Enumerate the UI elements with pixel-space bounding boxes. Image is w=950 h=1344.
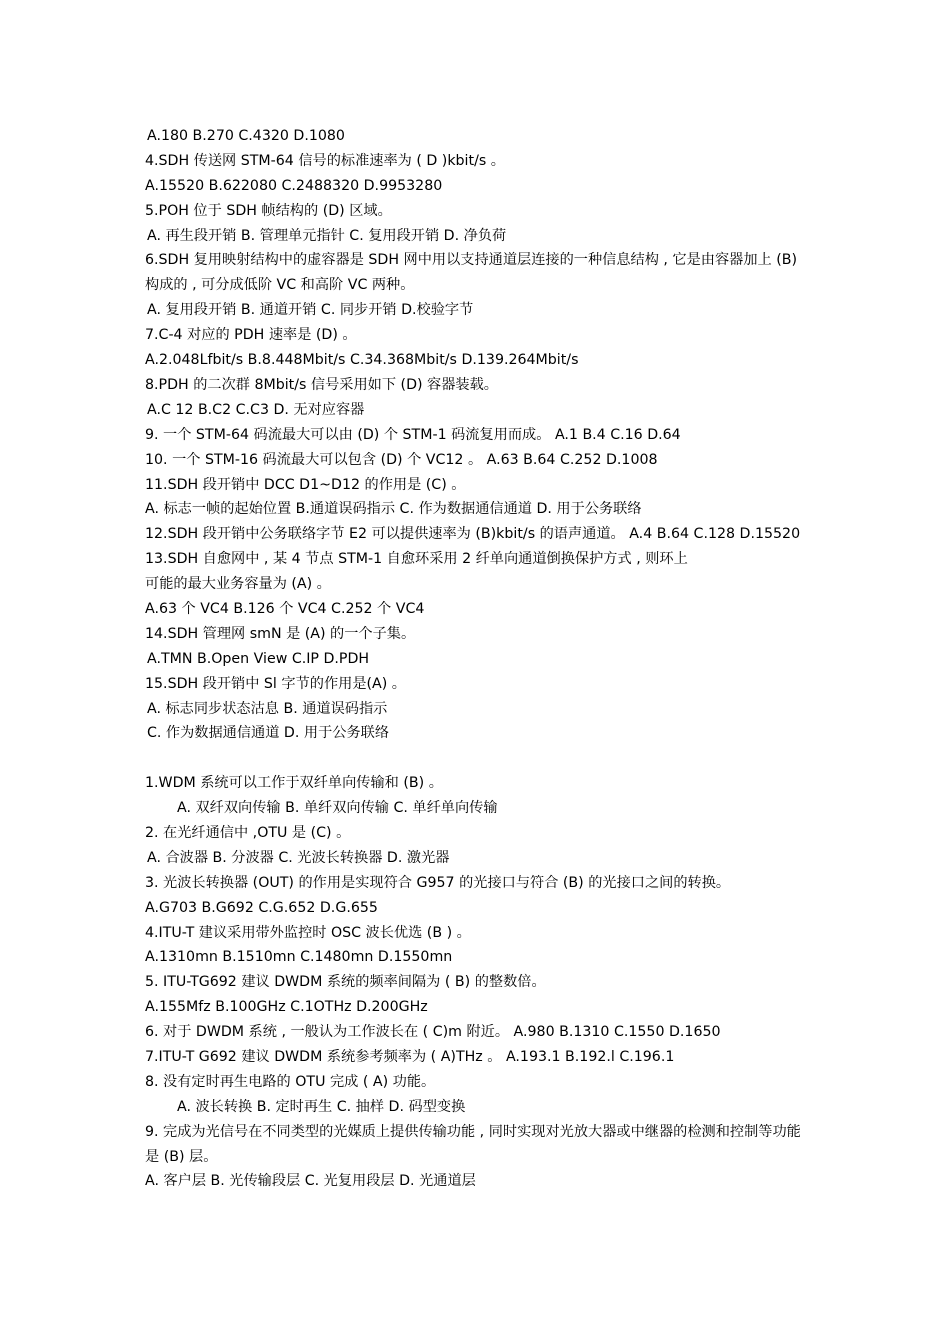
text-line: 6.SDH 复用映射结构中的虚容器是 SDH 网中用以支持通道层连接的一种信息结构 , 它是由容器加上 (B) 构成的 , 可分成低阶 VC 和高阶 VC 两种。 bbox=[145, 252, 798, 294]
text-line: 13.SDH 自愈网中 , 某 4 节点 STM-1 自愈环采用 2 纤单向通道倒换保护方式 , 则环上 bbox=[145, 551, 688, 568]
text-line: 12.SDH 段开销中公务联络字节 E2 可以提供速率为 (B)kbit/s 的语声通道。 A.4 B.64 C.128 D.15520 bbox=[145, 526, 801, 543]
text-line: 5. ITU-TG692 建议 DWDM 系统的频率间隔为 ( B) 的整数倍。 bbox=[145, 974, 546, 991]
text-line: A. 复用段开销 B. 通道开销 C. 同步开销 D.校验字节 bbox=[147, 302, 474, 319]
text-line: A.1310mn B.1510mn C.1480mn D.1550mn bbox=[145, 949, 453, 966]
text-line: 10. 一个 STM-16 码流最大可以包含 (D) 个 VC12 。 A.63 B.64 C.252 D.1008 bbox=[145, 451, 658, 468]
text-line: A.TMN B.Open View C.IP D.PDH bbox=[147, 650, 370, 667]
text-line: A. 合波器 B. 分波器 C. 光波长转换器 D. 激光器 bbox=[147, 849, 450, 866]
text-line: 11.SDH 段开销中 DCC D1~D12 的作用是 (C) 。 bbox=[145, 476, 466, 493]
text-line: 8. 没有定时再生电路的 OTU 完成 ( A) 功能。 bbox=[145, 1073, 436, 1090]
text-line: A. 标志一帧的起始位置 B.通道误码指示 C. 作为数据通信通道 D. 用于公务联络 bbox=[145, 501, 642, 518]
text-line: 15.SDH 段开销中 Sl 字节的作用是(A) 。 bbox=[145, 675, 406, 692]
text-line: 9. 一个 STM-64 码流最大可以由 (D) 个 STM-1 码流复用而成。 A.1 B.4 C.16 D.64 bbox=[145, 426, 681, 443]
text-line: 14.SDH 管理网 smN 是 (A) 的一个子集。 bbox=[145, 625, 416, 642]
blank-line bbox=[145, 746, 815, 771]
text-line: 6. 对于 DWDM 系统 , 一般认为工作波长在 ( C)m 附近。 A.980 B.1310 C.1550 D.1650 bbox=[145, 1024, 721, 1041]
text-line: 2. 在光纤通信中 ,OTU 是 (C) 。 bbox=[145, 824, 351, 841]
text-line: A. 客户层 B. 光传输段层 C. 光复用段层 D. 光通道层 bbox=[145, 1173, 476, 1190]
document-body bbox=[145, 124, 815, 1194]
text-line: 9. 完成为光信号在不同类型的光媒质上提供传输功能 , 同时实现对光放大器或中继器的检测和控制等功能是 (B) 层。 bbox=[145, 1123, 801, 1165]
text-line: A. 波长转换 B. 定时再生 C. 抽样 D. 码型变换 bbox=[177, 1098, 466, 1115]
text-line: C. 作为数据通信通道 D. 用于公务联络 bbox=[147, 725, 390, 742]
text-line: A.G703 B.G692 C.G.652 D.G.655 bbox=[145, 899, 378, 916]
text-line: 8.PDH 的二次群 8Mbit/s 信号采用如下 (D) 容器装载。 bbox=[145, 376, 498, 393]
text-line: A.180 B.270 C.4320 D.1080 bbox=[147, 128, 345, 144]
text-line: 7.C-4 对应的 PDH 速率是 (D) 。 bbox=[145, 327, 357, 344]
text-line: A.15520 B.622080 C.2488320 D.9953280 bbox=[145, 177, 443, 194]
text-line: A.2.048Lfbit/s B.8.448Mbit/s C.34.368Mbit/s D.139.264Mbit/s bbox=[145, 352, 579, 369]
text-line: 4.SDH 传送网 STM-64 信号的标准速率为 ( D )kbit/s 。 bbox=[145, 152, 505, 169]
text-line: 1.WDM 系统可以工作于双纤单向传输和 (B) 。 bbox=[145, 775, 443, 792]
text-line: A. 再生段开销 B. 管理单元指针 C. 复用段开销 D. 净负荷 bbox=[147, 227, 507, 244]
text-line: 4.ITU-T 建议采用带外监控时 OSC 波长优选 (B ) 。 bbox=[145, 924, 471, 941]
text-line: 3. 光波长转换器 (OUT) 的作用是实现符合 G957 的光接口与符合 (B) 的光接口之间的转换。 bbox=[145, 874, 731, 891]
text-line: 7.ITU-T G692 建议 DWDM 系统参考频率为 ( A)THz 。 A.193.1 B.192.l C.196.1 bbox=[145, 1049, 675, 1065]
text-line: 可能的最大业务容量为 (A) 。 bbox=[145, 576, 331, 593]
text-line: A. 双纤双向传输 B. 单纤双向传输 C. 单纤单向传输 bbox=[177, 800, 498, 817]
text-line: A.155Mfz B.100GHz C.1OTHz D.200GHz bbox=[145, 999, 428, 1016]
text-line: A.C 12 B.C2 C.C3 D. 无对应容器 bbox=[147, 401, 365, 418]
text-line: 5.POH 位于 SDH 帧结构的 (D) 区域。 bbox=[145, 202, 392, 219]
text-line: A.63 个 VC4 B.126 个 VC4 C.252 个 VC4 bbox=[145, 600, 425, 617]
text-line: A. 标志同步状态沽息 B. 通道误码指示 bbox=[147, 700, 388, 717]
